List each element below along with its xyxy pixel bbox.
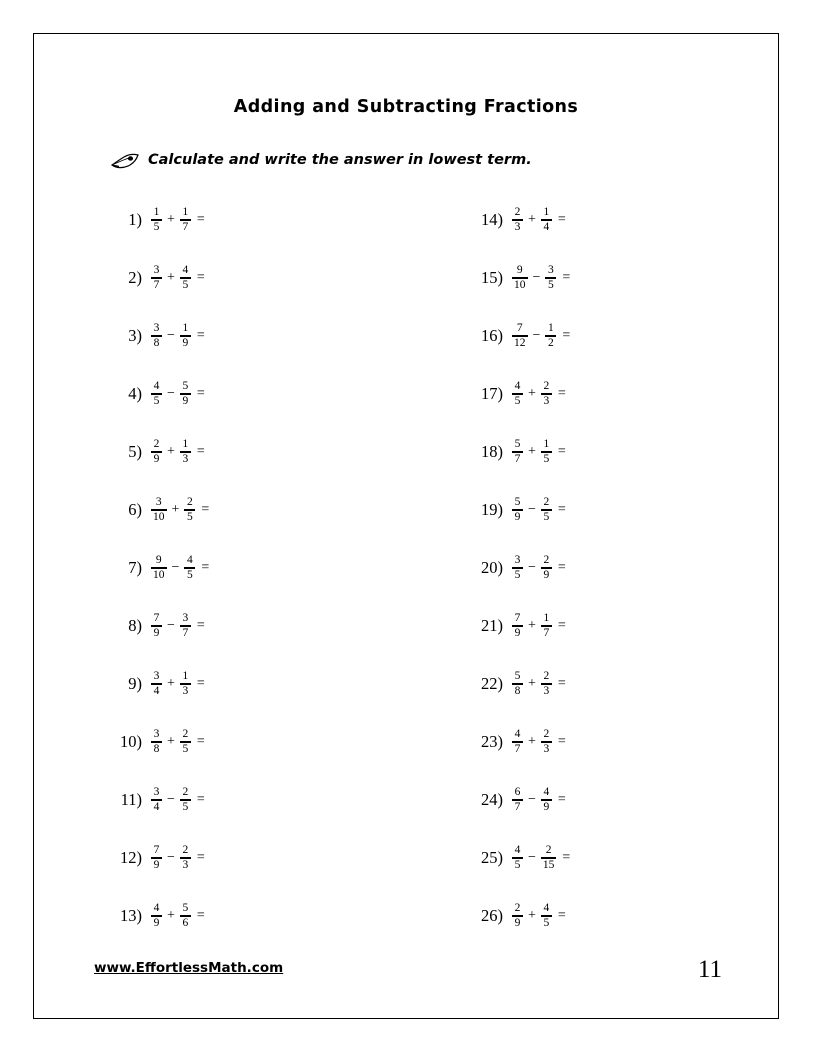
numerator: 7	[153, 843, 160, 856]
denominator: 5	[182, 742, 189, 755]
equals-sign: =	[196, 850, 205, 865]
operator: −	[528, 850, 536, 865]
fraction-second	[180, 787, 191, 813]
denominator: 7	[153, 278, 160, 291]
numerator: 4	[514, 727, 521, 740]
numerator: 1	[182, 205, 189, 218]
fraction-first	[151, 787, 162, 813]
fraction-first	[151, 613, 162, 639]
problems-column-left	[106, 191, 427, 945]
problem-expression	[512, 903, 566, 929]
numerator: 5	[182, 901, 189, 914]
problem-number: 8)	[128, 616, 142, 635]
problem-number: 21)	[481, 616, 503, 635]
denominator: 2	[548, 336, 554, 349]
fraction-first	[151, 671, 162, 697]
fraction-first	[512, 265, 528, 291]
problem-number: 25)	[481, 848, 503, 867]
problem-item	[106, 713, 427, 771]
problem-expression	[151, 381, 205, 407]
fraction-second	[541, 613, 552, 639]
fraction-first	[512, 207, 523, 233]
problem-expression	[151, 497, 209, 523]
denominator: 9	[153, 452, 160, 465]
problem-item	[467, 597, 748, 655]
numerator: 2	[543, 495, 550, 508]
operator: +	[167, 212, 175, 227]
problem-item	[106, 539, 427, 597]
denominator: 15	[542, 858, 555, 871]
numerator: 7	[514, 611, 521, 624]
fraction-first	[151, 265, 162, 291]
denominator: 7	[182, 220, 189, 233]
operator: +	[528, 618, 536, 633]
denominator: 4	[153, 800, 160, 813]
problem-item	[106, 597, 427, 655]
fraction-first	[151, 439, 162, 465]
problem-number: 6)	[128, 500, 142, 519]
equals-sign: =	[196, 734, 205, 749]
numerator: 4	[182, 263, 189, 276]
operator: +	[528, 212, 536, 227]
problem-number: 20)	[481, 558, 503, 577]
problem-number: 24)	[481, 790, 503, 809]
fraction-second	[541, 787, 552, 813]
problem-expression	[512, 381, 566, 407]
denominator: 5	[543, 510, 550, 523]
operator: −	[167, 792, 175, 807]
denominator: 5	[548, 278, 554, 291]
denominator: 3	[543, 684, 550, 697]
problem-item	[106, 423, 427, 481]
equals-sign: =	[562, 850, 571, 865]
equals-sign: =	[557, 908, 566, 923]
fraction-second	[541, 903, 552, 929]
problem-expression	[512, 729, 566, 755]
fraction-first	[512, 439, 523, 465]
numerator: 7	[153, 611, 160, 624]
problem-item	[467, 539, 748, 597]
fraction-second	[180, 845, 191, 871]
equals-sign: =	[557, 444, 566, 459]
problem-number: 23)	[481, 732, 503, 751]
denominator: 5	[187, 510, 193, 523]
operator: +	[167, 676, 175, 691]
numerator: 3	[153, 321, 160, 334]
problem-expression	[151, 439, 205, 465]
problem-number: 7)	[128, 558, 142, 577]
denominator: 5	[514, 858, 521, 871]
problem-number: 4)	[128, 384, 142, 403]
numerator: 2	[182, 727, 189, 740]
fraction-second	[184, 497, 195, 523]
numerator: 4	[543, 785, 550, 798]
fraction-second	[184, 555, 195, 581]
problem-number: 1)	[128, 210, 142, 229]
equals-sign: =	[196, 676, 205, 691]
operator: +	[528, 386, 536, 401]
numerator: 5	[514, 669, 521, 682]
fraction-first	[512, 729, 523, 755]
page-number: 11	[697, 956, 722, 983]
denominator: 5	[153, 220, 160, 233]
problem-item	[106, 307, 427, 365]
problem-expression	[512, 671, 566, 697]
problem-expression	[512, 845, 570, 871]
numerator: 2	[543, 379, 550, 392]
numerator: 4	[187, 553, 193, 566]
problem-number: 11)	[120, 790, 142, 809]
operator: −	[532, 328, 541, 343]
numerator: 3	[153, 785, 160, 798]
problem-number: 10)	[120, 732, 142, 751]
fraction-second	[180, 439, 191, 465]
equals-sign: =	[557, 734, 566, 749]
denominator: 9	[182, 394, 189, 407]
problem-expression	[151, 787, 205, 813]
problem-number: 13)	[120, 906, 142, 925]
numerator: 2	[543, 553, 550, 566]
operator: −	[167, 328, 175, 343]
denominator: 3	[543, 394, 550, 407]
problem-item	[467, 191, 748, 249]
problem-expression	[151, 207, 205, 233]
fraction-second	[541, 497, 552, 523]
fraction-second	[541, 729, 552, 755]
problem-expression	[512, 265, 570, 291]
operator: −	[528, 502, 536, 517]
denominator: 10	[153, 568, 165, 581]
numerator: 1	[543, 205, 550, 218]
denominator: 5	[514, 568, 521, 581]
fraction-second	[180, 381, 191, 407]
denominator: 5	[543, 916, 550, 929]
fraction-second	[541, 439, 552, 465]
equals-sign: =	[196, 908, 205, 923]
numerator: 4	[514, 843, 521, 856]
problem-item	[467, 887, 748, 945]
problem-item	[106, 191, 427, 249]
problem-number: 22)	[481, 674, 503, 693]
equals-sign: =	[557, 618, 566, 633]
numerator: 6	[514, 785, 521, 798]
problem-expression	[512, 323, 570, 349]
problem-number: 9)	[128, 674, 142, 693]
numerator: 1	[548, 321, 554, 334]
numerator: 9	[516, 263, 523, 276]
denominator: 9	[543, 568, 550, 581]
denominator: 5	[514, 394, 521, 407]
instruction-text: Calculate and write the answer in lowest term.	[148, 152, 532, 168]
denominator: 7	[514, 452, 521, 465]
numerator: 5	[182, 379, 189, 392]
fraction-first	[512, 903, 523, 929]
problem-item	[467, 829, 748, 887]
denominator: 6	[182, 916, 189, 929]
problem-expression	[512, 555, 566, 581]
fraction-first	[151, 845, 162, 871]
equals-sign: =	[557, 386, 566, 401]
denominator: 3	[182, 452, 189, 465]
fraction-first	[151, 323, 162, 349]
page-title: Adding and Subtracting Fractions	[233, 97, 579, 117]
problem-item	[106, 365, 427, 423]
numerator: 2	[182, 843, 189, 856]
numerator: 3	[155, 495, 162, 508]
denominator: 9	[153, 916, 160, 929]
numerator: 2	[187, 495, 193, 508]
denominator: 4	[153, 684, 160, 697]
problem-expression	[512, 613, 566, 639]
equals-sign: =	[557, 502, 566, 517]
operator: −	[171, 560, 180, 575]
denominator: 10	[514, 278, 526, 291]
numerator: 5	[514, 495, 521, 508]
equals-sign: =	[557, 792, 566, 807]
equals-sign: =	[196, 386, 205, 401]
operator: +	[167, 444, 175, 459]
equals-sign: =	[201, 502, 210, 517]
denominator: 9	[153, 626, 160, 639]
numerator: 4	[543, 901, 550, 914]
operator: +	[167, 734, 175, 749]
operator: −	[528, 560, 536, 575]
problem-expression	[151, 265, 205, 291]
denominator: 7	[514, 742, 521, 755]
problems-column-right	[427, 191, 748, 945]
equals-sign: =	[557, 560, 566, 575]
denominator: 3	[182, 684, 189, 697]
operator: −	[532, 270, 541, 285]
denominator: 5	[182, 278, 189, 291]
fraction-first	[512, 323, 528, 349]
problem-number: 14)	[481, 210, 503, 229]
problem-item	[467, 655, 748, 713]
fraction-first	[512, 497, 523, 523]
operator: +	[528, 676, 536, 691]
problem-item	[467, 771, 748, 829]
numerator: 3	[548, 263, 554, 276]
fraction-second	[545, 265, 556, 291]
denominator: 9	[514, 626, 521, 639]
denominator: 9	[543, 800, 550, 813]
numerator: 1	[182, 437, 189, 450]
numerator: 2	[153, 437, 160, 450]
problem-item	[467, 481, 748, 539]
denominator: 9	[182, 336, 189, 349]
equals-sign: =	[562, 328, 571, 343]
problem-number: 12)	[120, 848, 142, 867]
fraction-first	[512, 845, 523, 871]
fraction-second	[541, 555, 552, 581]
equals-sign: =	[196, 444, 205, 459]
problem-item	[467, 713, 748, 771]
denominator: 5	[153, 394, 160, 407]
fraction-first	[151, 497, 167, 523]
problem-number: 17)	[481, 384, 503, 403]
fraction-first	[512, 787, 523, 813]
denominator: 3	[182, 858, 189, 871]
denominator: 5	[182, 800, 189, 813]
denominator: 8	[153, 742, 160, 755]
denominator: 9	[514, 510, 521, 523]
pen-nib-icon	[110, 149, 140, 171]
fraction-second	[180, 207, 191, 233]
instruction-row	[110, 149, 778, 171]
denominator: 8	[514, 684, 521, 697]
fraction-second	[545, 323, 556, 349]
problem-expression	[151, 555, 209, 581]
problem-number: 16)	[481, 326, 503, 345]
problem-expression	[151, 729, 205, 755]
numerator: 5	[514, 437, 521, 450]
numerator: 1	[182, 669, 189, 682]
fraction-second	[180, 265, 191, 291]
numerator: 4	[153, 901, 160, 914]
operator: −	[167, 850, 175, 865]
fraction-second	[541, 207, 552, 233]
fraction-first	[512, 613, 523, 639]
numerator: 3	[153, 669, 160, 682]
operator: −	[528, 792, 536, 807]
fraction-first	[151, 555, 167, 581]
numerator: 1	[182, 321, 189, 334]
operator: +	[167, 270, 175, 285]
fraction-first	[151, 903, 162, 929]
problem-item	[106, 771, 427, 829]
numerator: 1	[543, 611, 550, 624]
problem-item	[467, 423, 748, 481]
problem-number: 26)	[481, 906, 503, 925]
problem-item	[106, 887, 427, 945]
fraction-first	[151, 729, 162, 755]
problem-expression	[151, 845, 205, 871]
website-link[interactable]: www.EffortlessMath.com	[94, 960, 284, 976]
problem-expression	[151, 323, 205, 349]
problem-expression	[151, 671, 205, 697]
equals-sign: =	[196, 618, 205, 633]
equals-sign: =	[201, 560, 210, 575]
numerator: 2	[514, 901, 521, 914]
denominator: 3	[514, 220, 521, 233]
fraction-first	[151, 381, 162, 407]
numerator: 2	[514, 205, 521, 218]
operator: −	[167, 618, 175, 633]
problem-item	[106, 829, 427, 887]
fraction-second	[541, 671, 552, 697]
numerator: 3	[514, 553, 521, 566]
problem-expression	[151, 903, 205, 929]
denominator: 4	[543, 220, 550, 233]
problem-item	[467, 365, 748, 423]
problem-item	[106, 481, 427, 539]
problem-item	[106, 655, 427, 713]
problem-item	[467, 249, 748, 307]
denominator: 9	[514, 916, 521, 929]
fraction-first	[512, 381, 523, 407]
numerator: 3	[153, 263, 160, 276]
fraction-first	[151, 207, 162, 233]
fraction-second	[180, 903, 191, 929]
problem-expression	[512, 439, 566, 465]
numerator: 4	[153, 379, 160, 392]
problem-number: 2)	[128, 268, 142, 287]
problem-number: 5)	[128, 442, 142, 461]
problem-item	[467, 307, 748, 365]
fraction-second	[180, 671, 191, 697]
numerator: 2	[543, 727, 550, 740]
operator: +	[528, 734, 536, 749]
numerator: 2	[182, 785, 189, 798]
operator: +	[528, 444, 536, 459]
numerator: 3	[153, 727, 160, 740]
equals-sign: =	[557, 212, 566, 227]
fraction-second	[541, 381, 552, 407]
numerator: 9	[155, 553, 162, 566]
numerator: 1	[543, 437, 550, 450]
denominator: 7	[514, 800, 521, 813]
equals-sign: =	[196, 328, 205, 343]
numerator: 2	[543, 669, 550, 682]
worksheet-page	[33, 33, 779, 1019]
fraction-second	[541, 845, 557, 871]
equals-sign: =	[562, 270, 571, 285]
operator: +	[528, 908, 536, 923]
denominator: 7	[182, 626, 189, 639]
fraction-second	[180, 729, 191, 755]
problem-expression	[512, 497, 566, 523]
problem-number: 3)	[128, 326, 142, 345]
problem-item	[106, 249, 427, 307]
problem-expression	[512, 787, 566, 813]
denominator: 8	[153, 336, 160, 349]
problem-number: 19)	[481, 500, 503, 519]
operator: +	[167, 908, 175, 923]
denominator: 5	[187, 568, 193, 581]
problem-number: 15)	[481, 268, 503, 287]
denominator: 9	[153, 858, 160, 871]
equals-sign: =	[196, 212, 205, 227]
numerator: 2	[545, 843, 552, 856]
operator: +	[171, 502, 180, 517]
fraction-first	[512, 555, 523, 581]
equals-sign: =	[196, 270, 205, 285]
operator: −	[167, 386, 175, 401]
numerator: 3	[182, 611, 189, 624]
fraction-second	[180, 613, 191, 639]
problems-columns	[34, 191, 778, 945]
denominator: 10	[153, 510, 165, 523]
numerator: 1	[153, 205, 160, 218]
fraction-first	[512, 671, 523, 697]
problem-expression	[151, 613, 205, 639]
numerator: 4	[514, 379, 521, 392]
denominator: 3	[543, 742, 550, 755]
denominator: 5	[543, 452, 550, 465]
numerator: 7	[516, 321, 523, 334]
equals-sign: =	[196, 792, 205, 807]
problem-number: 18)	[481, 442, 503, 461]
fraction-second	[180, 323, 191, 349]
problem-expression	[512, 207, 566, 233]
denominator: 12	[514, 336, 526, 349]
equals-sign: =	[557, 676, 566, 691]
denominator: 7	[543, 626, 550, 639]
